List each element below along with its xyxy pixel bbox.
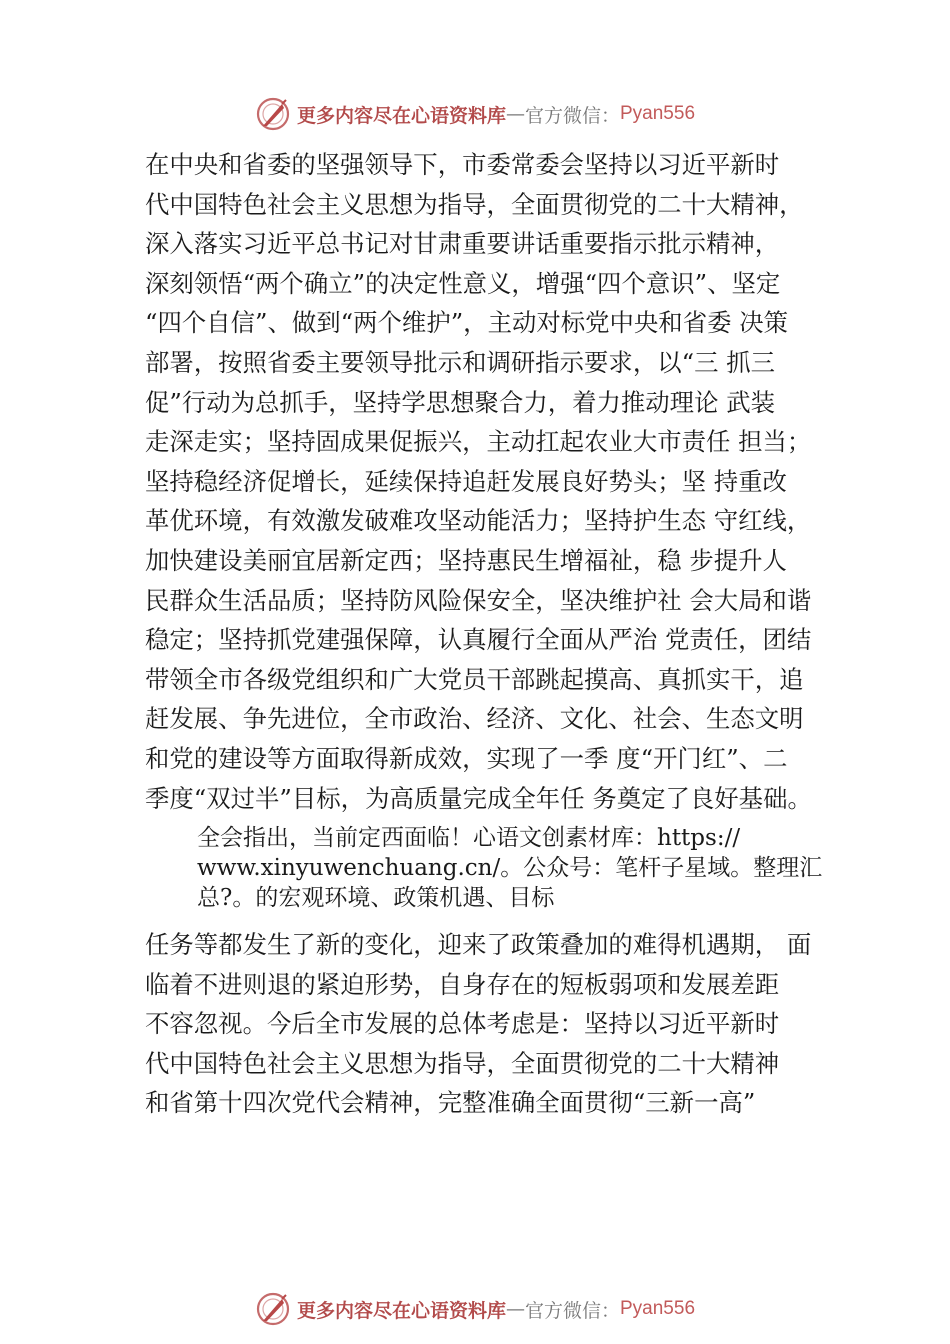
- inserted-note: [197, 823, 847, 913]
- quill-logo-icon: [255, 1291, 291, 1327]
- text-line: 深入落实习近平总书记对甘肃重要讲话重要指示批示精神，: [145, 229, 780, 259]
- text-line: 任务等都发生了新的变化，迎来了政策叠加的难得机遇期， 面: [145, 930, 812, 959]
- paragraph-1: [145, 145, 845, 818]
- banner-wechat-id: Pyan556: [620, 103, 696, 124]
- text-line: 走深走实；坚持固成果促振兴，主动扛起农业大市责任 担当；: [145, 427, 812, 457]
- banner-title: 更多内容尽在心语资料库: [296, 1299, 506, 1322]
- paragraph-2: [145, 925, 845, 1123]
- footer-watermark: [0, 1289, 950, 1329]
- text-line: 和省第十四次党代会精神，完整准确全面贯彻“三新一高”: [145, 1088, 756, 1118]
- text-line: 部署，按照省委主要领导批示和调研指示要求，以“三 抓三: [145, 347, 775, 377]
- text-line: 全会指出，当前定西面临！心语文创素材库：https://: [197, 825, 741, 851]
- text-line: www.xinyuwenchuang.cn/。公众号：笔杆子星域。整理汇: [197, 855, 823, 881]
- header-watermark: [0, 94, 950, 134]
- text-line: 季度“双过半”目标，为高质量完成全年任 务奠定了良好基础。: [145, 783, 812, 813]
- text-line: 促”行动为总抓手，坚持学思想聚合力，着力推动理论 武装: [145, 387, 775, 417]
- text-line: 加快建设美丽宜居新定西；坚持惠民生增福祉，稳 步提升人: [145, 545, 787, 575]
- text-line: 总?。的宏观环境、政策机遇、目标: [197, 885, 555, 911]
- text-line: 坚持稳经济促增长，延续保持追赶发展良好势头；坚 持重改: [145, 466, 787, 496]
- text-line: 临着不进则退的紧迫形势，自身存在的短板弱项和发展差距: [145, 969, 780, 999]
- text-line: 带领全市各级党组织和广大党员干部跳起摸高、真抓实干，追: [145, 664, 804, 694]
- quill-logo-icon: [255, 96, 291, 132]
- text-line: 在中央和省委的坚强领导下，市委常委会坚持以习近平新时: [145, 150, 780, 179]
- text-line: 代中国特色社会主义思想为指导，全面贯彻党的二十大精神: [145, 1048, 780, 1078]
- banner-wechat-id: Pyan556: [620, 1298, 696, 1319]
- text-line: 不容忽视。今后全市发展的总体考虑是：坚持以习近平新时: [145, 1009, 780, 1039]
- text-line: 稳定；坚持抓党建强保障，认真履行全面从严治 党责任，团结: [145, 625, 812, 655]
- text-line: 赶发展、争先进位，全市政治、经济、文化、社会、生态文明: [145, 704, 804, 734]
- text-line: “四个自信”、做到“两个维护”，主动对标党中央和省委 决策: [145, 308, 789, 338]
- banner-wechat-label: 官方微信：: [524, 1299, 620, 1322]
- text-line: 革优环境，有效激发破难攻坚动能活力；坚持护生态 守红线，: [145, 506, 812, 536]
- banner-title: 更多内容尽在心语资料库: [296, 104, 506, 127]
- text-line: 民群众生活品质；坚持防风险保安全，坚决维护社 会大局和谐: [145, 585, 812, 615]
- text-line: 代中国特色社会主义思想为指导，全面贯彻党的二十大精神，: [145, 189, 804, 219]
- banner-wechat-label: 官方微信：: [524, 104, 620, 127]
- text-line: 和党的建设等方面取得新成效，实现了一季 度“开门红”、二: [145, 743, 788, 773]
- text-line: 深刻领悟“两个确立”的决定性意义，增强“四个意识”、坚定: [145, 268, 781, 298]
- banner-dash: —: [505, 1298, 525, 1320]
- banner-dash: —: [505, 103, 525, 125]
